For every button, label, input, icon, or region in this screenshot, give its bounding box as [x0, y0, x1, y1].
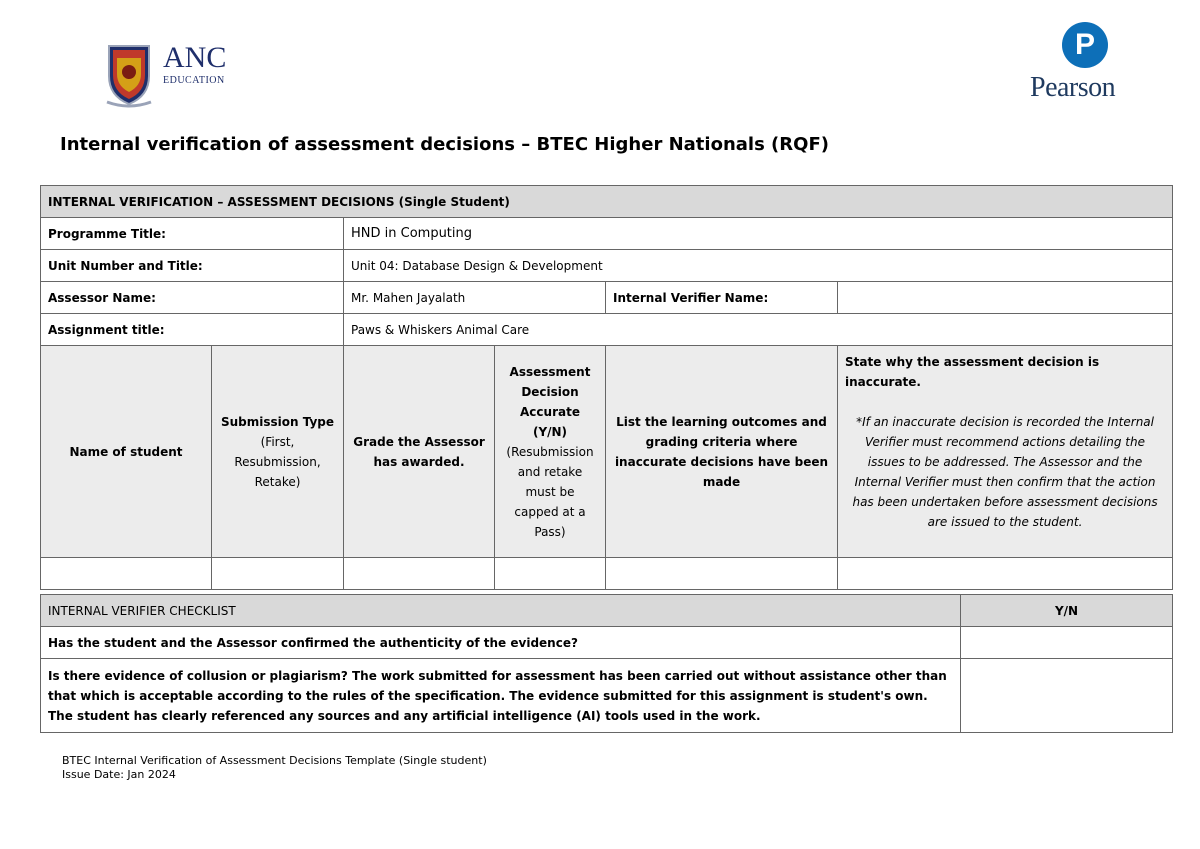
checklist-header: INTERNAL VERIFIER CHECKLIST	[41, 595, 961, 627]
section-header: INTERNAL VERIFICATION – ASSESSMENT DECISIONS (Single Student)	[41, 186, 1173, 218]
checklist-yn-header: Y/N	[961, 595, 1173, 627]
input-learning-outcomes[interactable]	[606, 558, 838, 590]
assessor-value[interactable]: Mr. Mahen Jayalath	[344, 282, 606, 314]
programme-value[interactable]: HND in Computing	[344, 218, 1173, 250]
verifier-checklist-table	[40, 594, 1173, 733]
input-submission-type[interactable]	[212, 558, 344, 590]
input-state-why[interactable]	[838, 558, 1173, 590]
checklist-question-authenticity: Has the student and the Assessor confirmed the authenticity of the evidence?	[41, 627, 961, 659]
checklist-question-plagiarism: Is there evidence of collusion or plagiarism? The work submitted for assessment has been carried out without assistance other than that which is acceptable according to the rules of the specification. The evidence submitted for this assignment is student's own. The student has clearly referenced any sources and any artificial intelligence (AI) tools used in the work.	[41, 659, 961, 733]
assessor-label: Assessor Name:	[41, 282, 344, 314]
pearson-logo	[1025, 20, 1145, 105]
checklist-answer-authenticity[interactable]	[961, 627, 1173, 659]
anc-education-logo	[103, 38, 233, 108]
crest-icon	[103, 38, 155, 108]
col-submission-type	[212, 346, 344, 558]
input-student-name[interactable]	[41, 558, 212, 590]
col-state-note: *If an inaccurate decision is recorded the Internal Verifier must recommend actions detailing the issues to be addressed. The Assessor and the Internal Verifier must then confirm that the action has been undertaken before assessment decisions are issued to the student.	[852, 415, 1158, 529]
col-grade: Grade the Assessor has awarded.	[344, 346, 495, 558]
assessment-decisions-table	[40, 185, 1173, 590]
col-submission-note: (First, Resubmission, Retake)	[234, 434, 321, 489]
verifier-value[interactable]	[838, 282, 1173, 314]
verifier-label: Internal Verifier Name:	[606, 282, 838, 314]
checklist-answer-plagiarism[interactable]	[961, 659, 1173, 733]
logo-education-text: EDUCATION	[163, 75, 225, 86]
footer	[62, 754, 487, 782]
programme-label: Programme Title:	[41, 218, 344, 250]
logo-anc-text: ANC	[163, 41, 227, 74]
col-learning-outcomes: List the learning outcomes and grading criteria where inaccurate decisions have been made	[606, 346, 838, 558]
assignment-label: Assignment title:	[41, 314, 344, 346]
col-accurate-note: (Resubmission and retake must be capped at a Pass)	[506, 444, 594, 539]
unit-value[interactable]: Unit 04: Database Design & Development	[344, 250, 1173, 282]
input-decision-accurate[interactable]	[495, 558, 606, 590]
footer-issue-date: Issue Date: Jan 2024	[62, 768, 176, 781]
document-title: Internal verification of assessment decisions – BTEC Higher Nationals (RQF)	[60, 134, 829, 155]
col-student: Name of student	[41, 346, 212, 558]
pearson-mark-letter: P	[1074, 28, 1095, 61]
pearson-wordmark: Pearson	[1030, 72, 1116, 103]
assignment-value[interactable]: Paws & Whiskers Animal Care	[344, 314, 1173, 346]
col-accurate-title: Assessment Decision Accurate (Y/N)	[509, 364, 591, 439]
unit-label: Unit Number and Title:	[41, 250, 344, 282]
col-submission-title: Submission Type	[220, 414, 335, 429]
input-grade[interactable]	[344, 558, 495, 590]
col-state-title: State why the assessment decision is inaccurate.	[845, 355, 1100, 389]
col-decision-accurate	[495, 346, 606, 558]
footer-template-name: BTEC Internal Verification of Assessment Decisions Template (Single student)	[62, 754, 487, 767]
col-state-why	[838, 346, 1173, 558]
